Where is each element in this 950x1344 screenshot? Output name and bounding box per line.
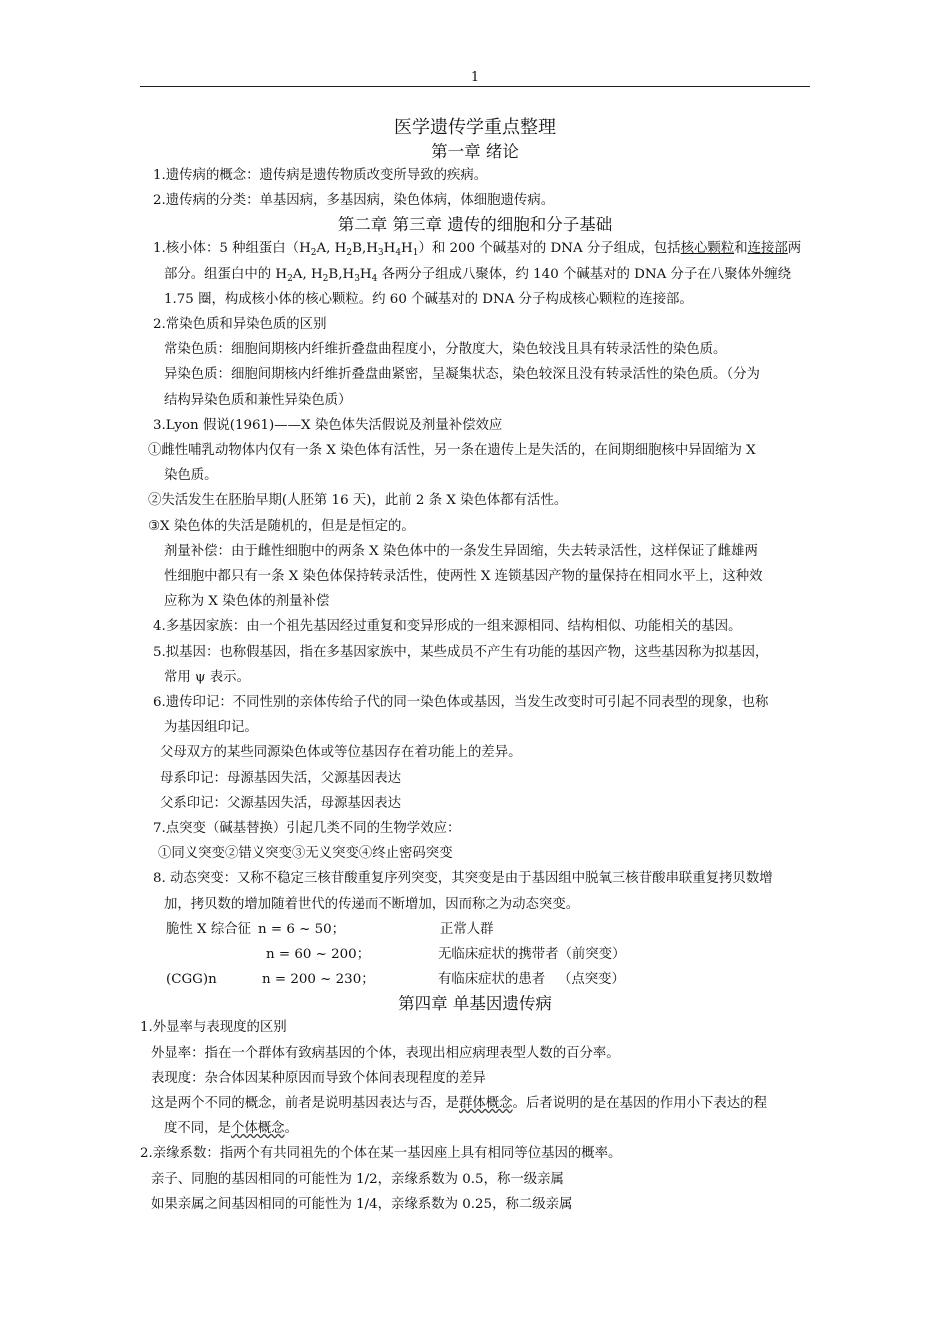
paragraph: 3.Lyon 假说(1961)——X 染色体失活假说及剂量补偿效应: [153, 417, 503, 433]
paragraph: 如果亲属之间基因相同的可能性为 1/4，亲缘系数为 0.25，称二级亲属: [151, 1196, 573, 1212]
subscript: 2: [322, 273, 329, 284]
cell-range: n = 60 ~ 200；: [266, 947, 371, 963]
underlined-term: 连接部: [747, 241, 788, 257]
text: 部分。组蛋白中的 H: [164, 266, 288, 282]
paragraph: 2.常染色质和异染色质的区别: [153, 317, 327, 333]
paragraph: 母系印记：母源基因失活，父源基因表达: [160, 770, 402, 786]
paragraph: 性细胞中都只有一条 X 染色体保持转录活性，使两性 X 连锁基因产物的量保持在相同水平上，这种效: [164, 569, 763, 585]
paragraph: 8. 动态突变：又称不稳定三核苷酸重复序列突变，其突变是由于基因组中脱氧三核苷酸串联重复拷贝数增: [153, 871, 773, 887]
document-title: 医学遗传学重点整理: [394, 117, 556, 138]
paragraph: 外显率：指在一个群体有致病基因的个体，表现出相应病理表型人数的百分率。: [151, 1045, 620, 1061]
chapter-2-heading: 第二章 第三章 遗传的细胞和分子基础: [337, 215, 613, 235]
paragraph: ①同义突变②错义突变③无义突变④终止密码突变: [158, 846, 453, 862]
text: H: [359, 266, 372, 282]
cell-label: 脆性 X 综合征: [166, 921, 251, 937]
document-body: [140, 112, 810, 1217]
paragraph: 5.拟基因：也称假基因，指在多基因家族中，某些成员不产生有功能的基因产物，这些基因称为拟基因，: [153, 644, 769, 660]
paragraph: 父系印记：父源基因失活，母源基因表达: [160, 795, 402, 811]
header-rule: [140, 86, 810, 87]
cell-note: （点突变）: [558, 972, 625, 988]
underlined-term: 核心颗粒: [680, 241, 735, 257]
underlined-term: 群体概念: [458, 1096, 513, 1112]
text: ）和 200 个碱基对的 DNA 分子组成，包括: [418, 241, 681, 257]
paragraph: 亲子、同胞的基因相同的可能性为 1/2，亲缘系数为 0.5，称一级亲属: [151, 1171, 564, 1187]
cell-description: 正常人群: [440, 921, 494, 937]
paragraph: 4.多基因家族：由一个祖先基因经过重复和变异形成的一组来源相同、结构相似、功能相关的基因。: [153, 619, 742, 635]
text: A, H: [316, 241, 347, 257]
paragraph: 7.点突变（碱基替换）引起几类不同的生物学效应：: [153, 821, 461, 837]
chapter-1-heading: 第一章 绪论: [431, 142, 519, 161]
paragraph: 常用 ψ 表示。: [164, 669, 250, 685]
paragraph: 1.75 圈，构成核小体的核心颗粒。约 60 个碱基对的 DNA 分子构成核心颗粒的连接部。: [164, 291, 693, 307]
underlined-term: 个体概念: [230, 1121, 285, 1137]
subscript: 3: [354, 273, 360, 284]
cell-description: 无临床症状的携带者（前突变）: [438, 947, 626, 963]
subscript: 2: [310, 248, 317, 259]
text: A, H: [292, 266, 323, 282]
text: B,H: [352, 241, 378, 257]
paragraph: 常染色质：细胞间期核内纤维折叠盘曲程度小，分散度大，染色较浅且具有转录活性的染色质。: [164, 342, 727, 358]
text: 各两分子组成八聚体，约 140 个碱基对的 DNA 分子在八聚体外缠绕: [377, 266, 792, 282]
paragraph: ①雌性哺乳动物体内仅有一条 X 染色体有活性，另一条在遗传上是失活的，在间期细胞核中异固缩为 X: [148, 443, 756, 459]
paragraph: 1.遗传病的概念：遗传病是遗传物质改变所导致的疾病。: [153, 168, 488, 183]
cell-range: n = 6 ~ 50；: [258, 921, 346, 937]
paragraph: 加，拷贝数的增加随着世代的传递而不断增加，因而称之为动态突变。: [164, 896, 580, 912]
paragraph: ②失活发生在胚胎早期(人胚第 16 天)，此前 2 条 X 染色体都有活性。: [148, 493, 568, 509]
paragraph: 为基因组印记。: [164, 720, 258, 736]
paragraph: 6.遗传印记：不同性别的亲体传给子代的同一染色体或基因，当发生改变时可引起不同表型的现象，也称: [153, 695, 769, 711]
text: 这是两个不同的概念，前者是说明基因表达与否，是: [151, 1096, 459, 1112]
paragraph: 1.外显率与表现度的区别: [140, 1020, 287, 1036]
repeat-table-row: [140, 917, 810, 942]
text: H: [383, 241, 396, 257]
paragraph-nucleosome: [140, 236, 810, 261]
repeat-table-row: [140, 942, 810, 967]
subscript: 3: [377, 248, 384, 259]
paragraph: 剂量补偿：由于雌性细胞中的两条 X 染色体中的一条发生异固缩，失去转录活性，这样保证了雌雄两: [164, 543, 758, 559]
paragraph: 父母双方的某些同源染色体或等位基因存在着功能上的差异。: [160, 745, 522, 761]
chapter-4-heading: 第四章 单基因遗传病: [398, 994, 552, 1014]
paragraph: ③X 染色体的失活是随机的，但是是恒定的。: [148, 518, 415, 534]
paragraph: [140, 1091, 810, 1116]
text: 1.核小体：5 种组蛋白（: [153, 241, 300, 257]
paragraph: 2.遗传病的分类：单基因病，多基因病，染色体病，体细胞遗传病。: [153, 193, 555, 209]
cell-description: 有临床症状的患者: [438, 972, 546, 988]
paragraph: 染色质。: [164, 468, 218, 484]
subscript: 4: [371, 273, 378, 284]
cell-label: (CGG)n: [166, 972, 217, 988]
text: B,H: [328, 266, 355, 282]
text: H: [401, 241, 413, 257]
subscript: 4: [395, 248, 402, 259]
paragraph: [140, 1116, 810, 1141]
text: H: [299, 241, 311, 257]
text: 和: [734, 241, 748, 257]
repeat-table-row: [140, 967, 810, 992]
subscript: 2: [346, 248, 353, 259]
paragraph-nucleosome-cont: [140, 262, 810, 287]
paragraph: 应称为 X 染色体的剂量补偿: [164, 594, 330, 610]
cell-range: n = 200 ~ 230；: [262, 972, 375, 988]
subscript: 1: [412, 248, 419, 259]
paragraph: 2.亲缘系数：指两个有共同祖先的个体在某一基因座上具有相同等位基因的概率。: [140, 1146, 622, 1162]
subscript: 2: [287, 273, 293, 284]
text: 。: [284, 1121, 298, 1137]
text: 度不同，是: [164, 1121, 231, 1137]
paragraph: 结构异染色质和兼性异染色质）: [164, 392, 352, 408]
page-number: 1: [470, 70, 480, 85]
paragraph: 异染色质：细胞间期核内纤维折叠盘曲紧密，呈凝集状态，染色较深且没有转录活性的染色质。（分为: [164, 367, 760, 383]
text: 两: [787, 241, 802, 257]
text: 。后者说明的是在基因的作用小下表达的程: [512, 1096, 767, 1112]
paragraph: 表现度：杂合体因某种原因而导致个体间表现程度的差异: [151, 1070, 486, 1086]
